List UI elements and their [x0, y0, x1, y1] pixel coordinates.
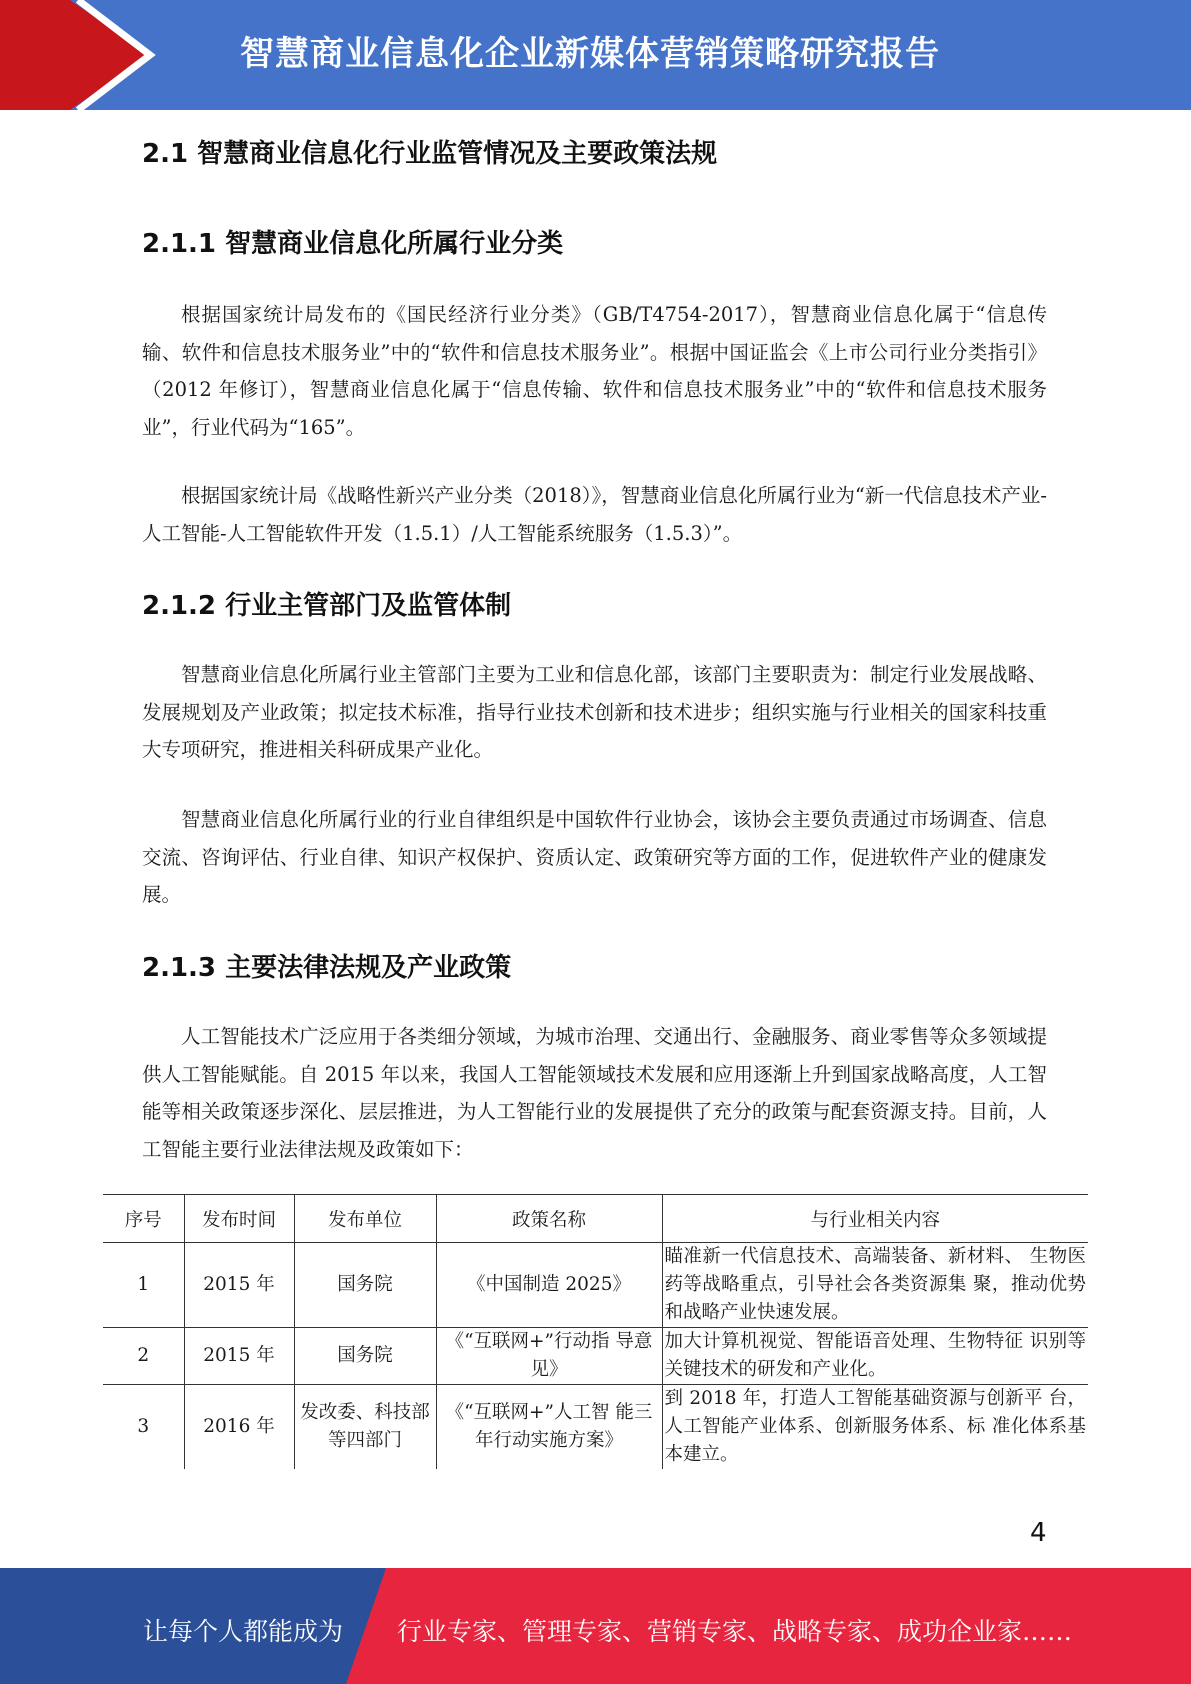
table-row: [103, 1243, 1088, 1328]
paragraph-2-1-1-a: 根据国家统计局发布的《国民经济行业分类》（GB/T4754-2017），智慧商业信息化属于“信息传输、软件和信息技术服务业”中的“软件和信息技术服务业”。根据中国证监会《上市公司行业分类指引》（2012 年修订），智慧商业信息化属于“信息传输、软件和信息技术服务业”中的“软件和信息技术服务业”，行业代码为“165”。: [142, 303, 1047, 439]
table-cell: 1: [103, 1243, 184, 1328]
section-heading: 2.1 智慧商业信息化行业监管情况及主要政策法规: [142, 139, 718, 169]
subsection-heading-2-1-2: 2.1.2 行业主管部门及监管体制: [142, 591, 512, 621]
table-row: [103, 1385, 1088, 1470]
paragraph-2-1-3-a: 人工智能技术广泛应用于各类细分领域，为城市治理、交通出行、金融服务、商业零售等众多领域提供人工智能赋能。自 2015 年以来，我国人工智能领域技术发展和应用逐渐上升到国家战略高度，人工智能等相关政策逐步深化、层层推进，为人工智能行业的发展提供了充分的政策与配套资源支持。目前，人工智能主要行业法律法规及政策如下：: [142, 1025, 1047, 1161]
table-header-row: [103, 1195, 1088, 1243]
paragraph-2-1-2-a: 智慧商业信息化所属行业主管部门主要为工业和信息化部，该部门主要职责为：制定行业发展战略、发展规划及产业政策；拟定技术标准，指导行业技术创新和技术进步；组织实施与行业相关的国家科技重大专项研究，推进相关科研成果产业化。: [142, 663, 1047, 761]
table-cell: 加大计算机视觉、智能语音处理、生物特征 识别等关键技术的研发和产业化。: [662, 1328, 1088, 1385]
footer-slogan-left: 让每个人都能成为: [143, 1617, 344, 1646]
table-cell: 到 2018 年，打造人工智能基础资源与创新平 台，人工智能产业体系、创新服务体系、标 准化体系基本建立。: [662, 1385, 1088, 1470]
table-cell: 2: [103, 1328, 184, 1385]
paragraph-2-1-2-b: 智慧商业信息化所属行业的行业自律组织是中国软件行业协会，该协会主要负责通过市场调查、信息交流、咨询评估、行业自律、知识产权保护、资质认定、政策研究等方面的工作，促进软件产业的健康发展。: [142, 808, 1047, 906]
column-header: 与行业相关内容: [662, 1195, 1088, 1243]
table-cell: 发改委、科技部等四部门: [294, 1385, 436, 1470]
table-cell: 瞄准新一代信息技术、高端装备、新材料、 生物医药等战略重点，引导社会各类资源集 聚，推动优势和战略产业快速发展。: [662, 1243, 1088, 1328]
table-cell: 《中国制造 2025》: [436, 1243, 662, 1328]
table-cell: 2015 年: [184, 1328, 294, 1385]
table-cell: 2016 年: [184, 1385, 294, 1470]
table-cell: 3: [103, 1385, 184, 1470]
report-title: 智慧商业信息化企业新媒体营销策略研究报告: [240, 34, 940, 74]
table-row: [103, 1328, 1088, 1385]
header-banner: [0, 0, 1191, 110]
page-number: 4: [1030, 1518, 1047, 1548]
header-chevron-decoration: [0, 0, 160, 110]
subsection-heading-2-1-1: 2.1.1 智慧商业信息化所属行业分类: [142, 229, 564, 259]
paragraph-2-1-1-b: 根据国家统计局《战略性新兴产业分类（2018）》，智慧商业信息化所属行业为“新一代信息技术产业-人工智能-人工智能软件开发（1.5.1）/人工智能系统服务（1.5.3）”。: [142, 484, 1047, 545]
column-header: 发布时间: [184, 1195, 294, 1243]
table-cell: 国务院: [294, 1243, 436, 1328]
column-header: 发布单位: [294, 1195, 436, 1243]
policy-table: [103, 1194, 1088, 1469]
table-cell: 2015 年: [184, 1243, 294, 1328]
table-cell: 《“互联网+”行动指 导意见》: [436, 1328, 662, 1385]
column-header: 序号: [103, 1195, 184, 1243]
table-cell: 《“互联网+”人工智 能三年行动实施方案》: [436, 1385, 662, 1470]
footer-slogan-right: 行业专家、管理专家、营销专家、战略专家、成功企业家……: [397, 1617, 1073, 1646]
table-cell: 国务院: [294, 1328, 436, 1385]
column-header: 政策名称: [436, 1195, 662, 1243]
footer-banner: [0, 1568, 1191, 1684]
subsection-heading-2-1-3: 2.1.3 主要法律法规及产业政策: [142, 953, 512, 983]
